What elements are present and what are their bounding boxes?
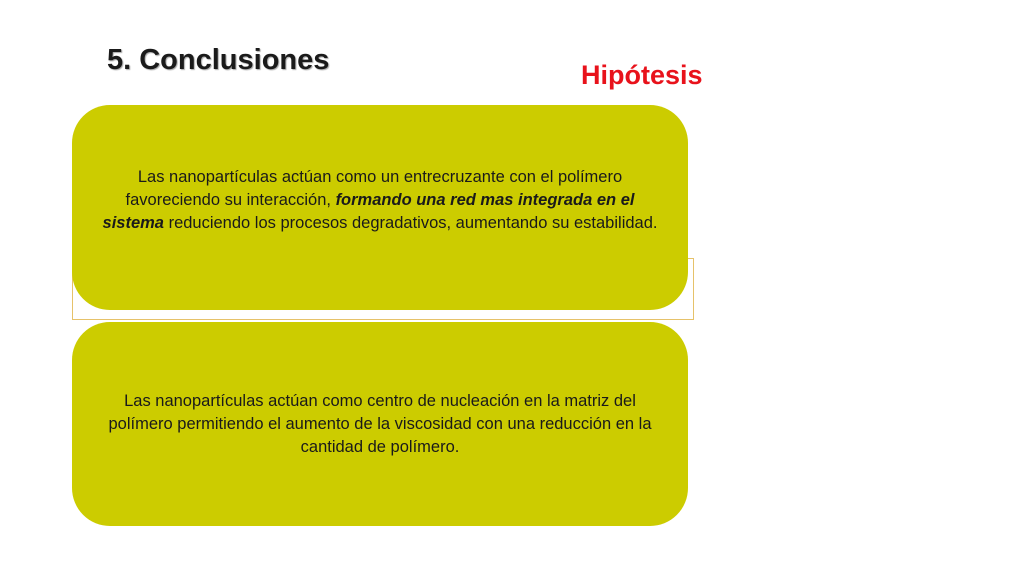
conclusion-text-1-start: Las nanopartículas actúan como un entrecruzante con el polímero favoreciendo su interacción, bbox=[125, 168, 623, 209]
conclusion-box-2 bbox=[72, 322, 688, 526]
slide-title: 5. Conclusiones bbox=[107, 44, 330, 76]
conclusion-text-2: Las nanopartículas actúan como centro de nucleación en la matriz del polímero permitiendo el aumento de la viscosidad con una reducción en la cantidad de polímero. bbox=[108, 391, 652, 456]
conclusion-text-1 bbox=[98, 166, 662, 235]
conclusion-text-1-emphasis: formando una red mas integrada en el sistema bbox=[102, 191, 635, 232]
hypothesis-heading: Hipótesis bbox=[581, 60, 703, 90]
conclusion-box-1 bbox=[72, 105, 688, 310]
conclusion-text-1-end: reduciendo los procesos degradativos, aumentando su estabilidad. bbox=[163, 214, 658, 232]
